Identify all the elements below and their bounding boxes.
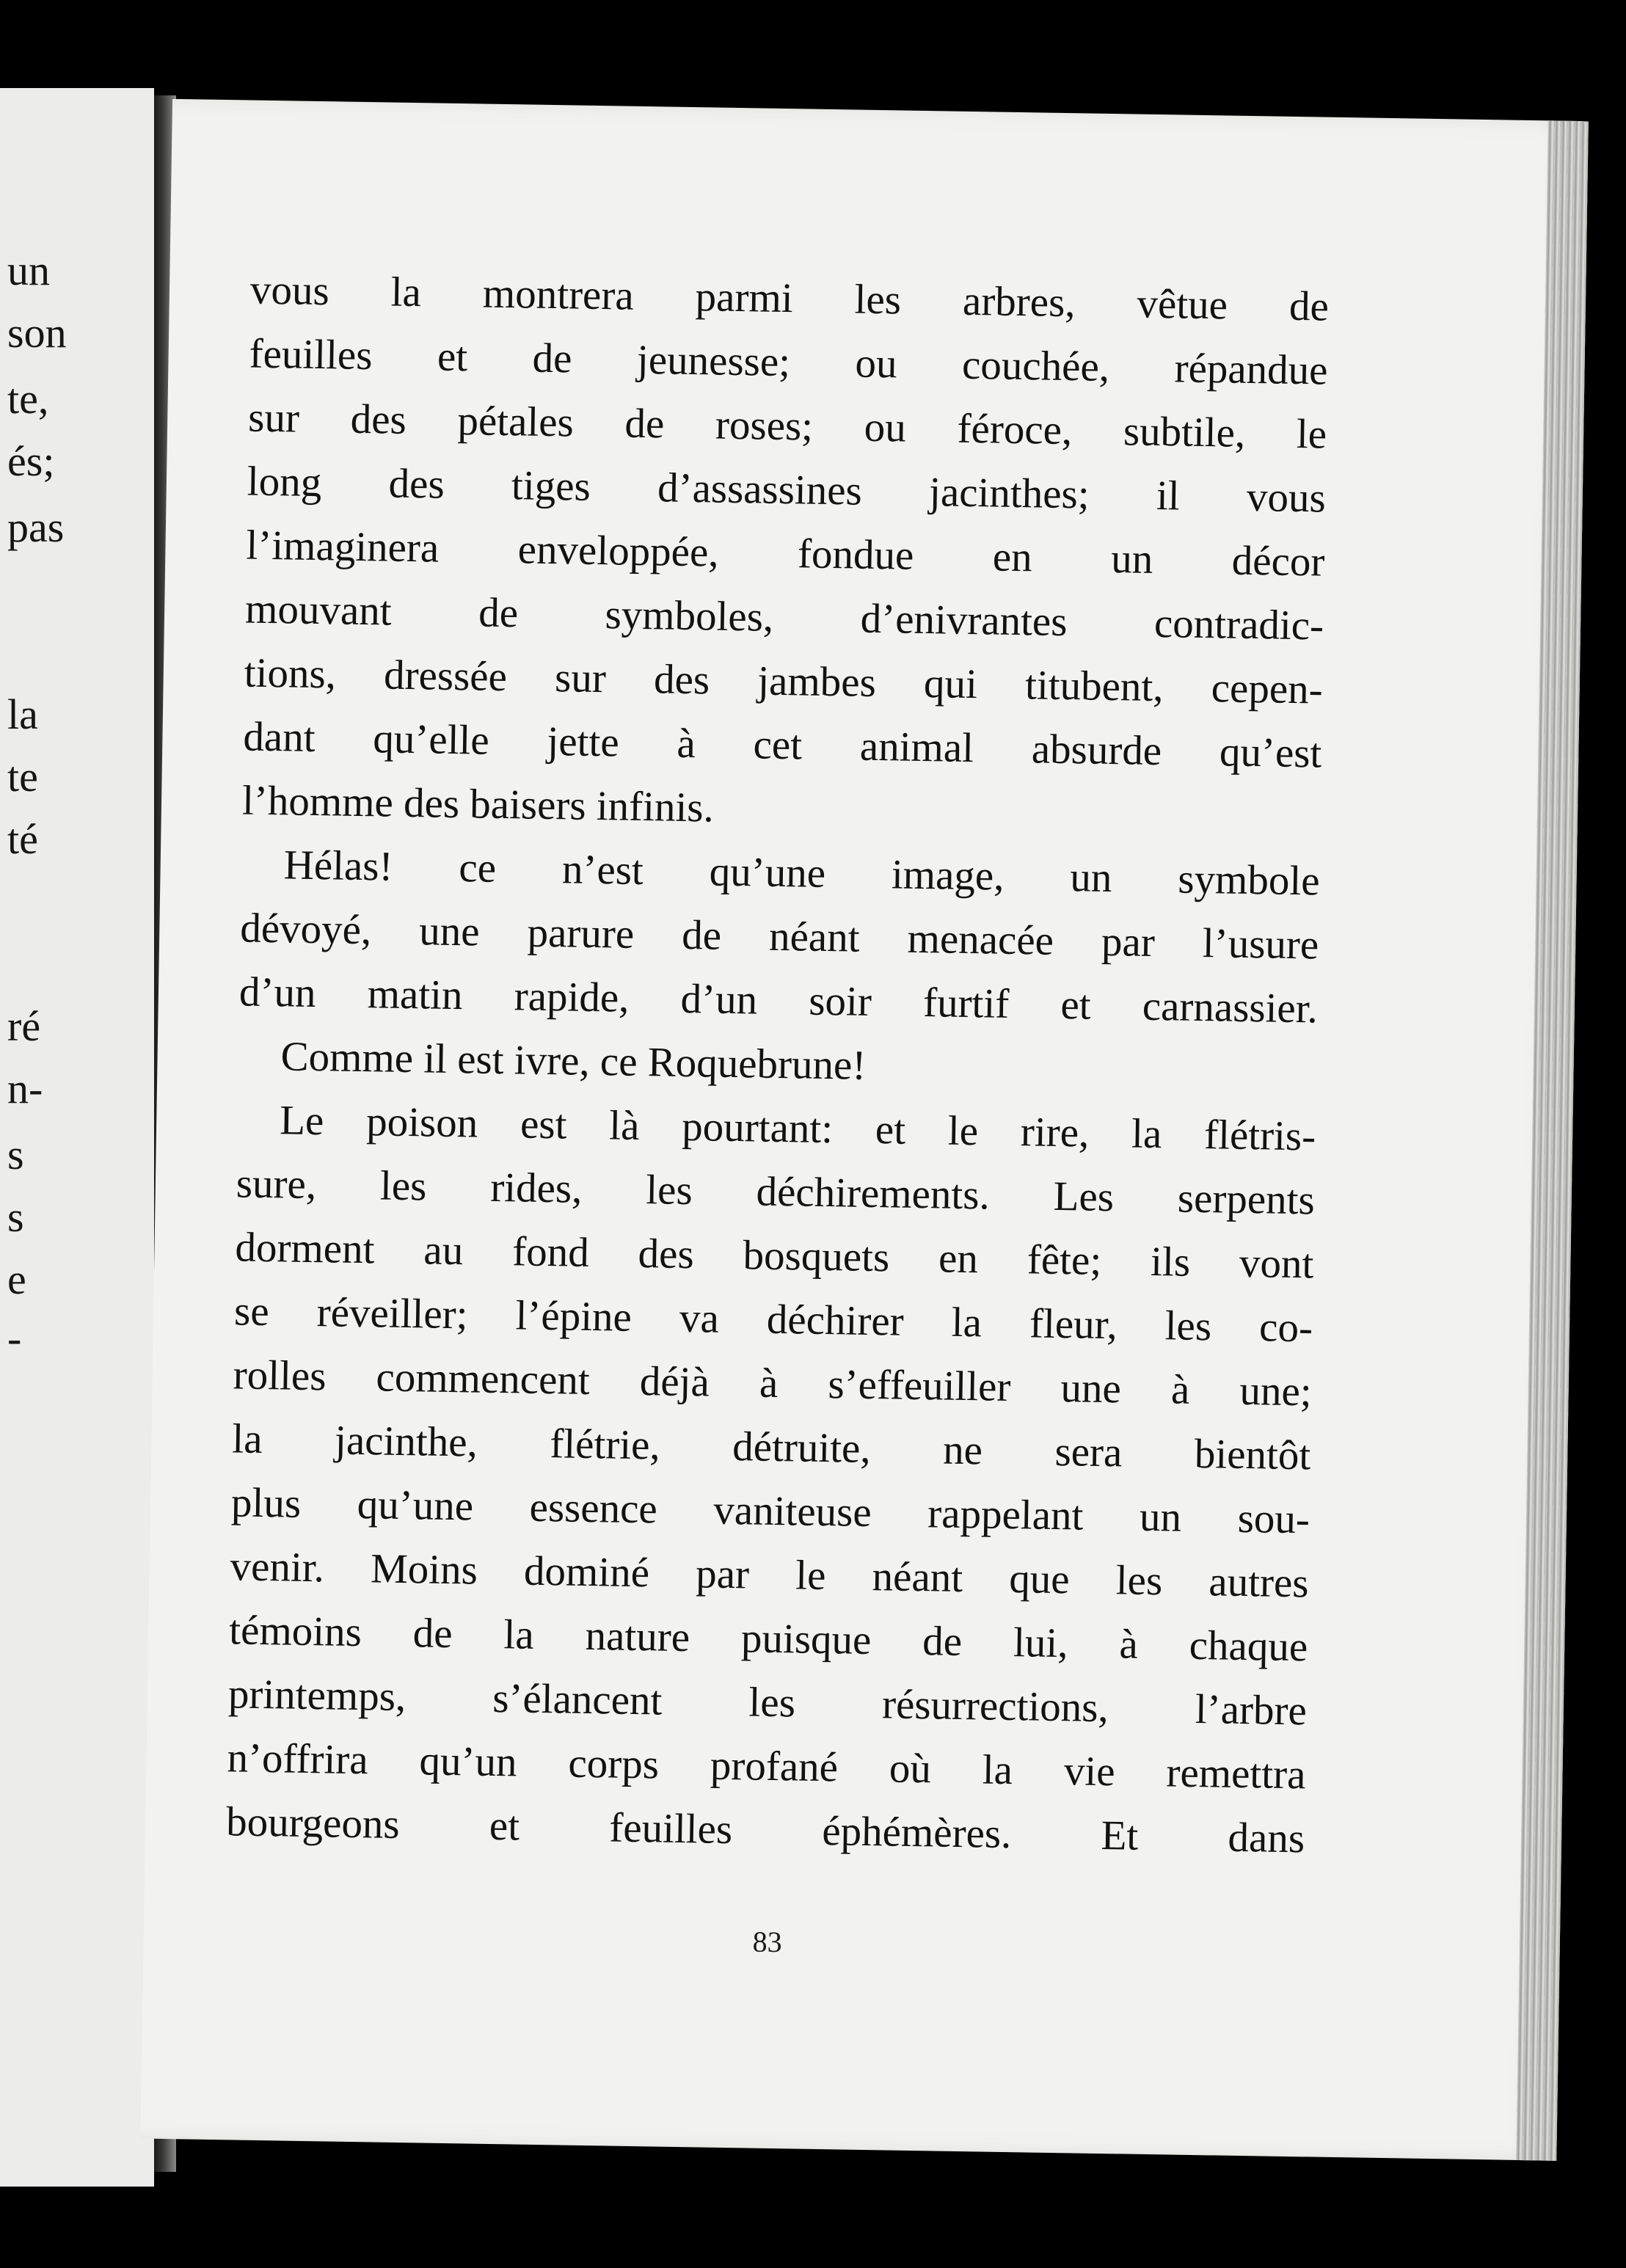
text-line: venir. Moins dominé par le néant que les autres (230, 1543, 1310, 1607)
left-line-fragment: e (7, 1255, 26, 1303)
body-text (226, 258, 1330, 1871)
text-line: dant qu’elle jette à cet animal absurde qu’est (242, 713, 1322, 777)
text-line: long des tiges d’assassines jacinthes; il vous (247, 458, 1327, 522)
text-line: bourgeons et feuilles éphémères. Et dans (225, 1798, 1305, 1862)
text-line: la jacinthe, flétrie, détruite, ne sera bientôt (231, 1415, 1311, 1479)
text-line: plus qu’une essence vaniteuse rappelant un sou- (230, 1479, 1310, 1543)
left-line-fragment: - (7, 1314, 22, 1362)
text-line: mouvant de symboles, d’enivrantes contradic- (244, 586, 1324, 649)
left-line-fragment: s (7, 1193, 24, 1241)
text-line: se réveiller; l’épine va déchirer la fleur, les co- (233, 1288, 1313, 1352)
left-line-fragment: la (7, 690, 38, 738)
text-line: sur des pétales de roses; ou féroce, subtile, le (247, 394, 1327, 458)
page-edge-shading (1516, 120, 1589, 2161)
text-line: dorment au fond des bosquets en fête; ils vont (235, 1224, 1314, 1288)
left-line-fragment: té (7, 815, 38, 863)
text-line: l’imaginera enveloppée, fondue en un décor (246, 522, 1325, 586)
text-line: d’un matin rapide, d’un soir furtif et carnassier. (238, 969, 1319, 1032)
left-line-fragment: ré (7, 1002, 41, 1050)
text-line: Comme il est ivre, ce Roquebrune! (280, 1033, 867, 1089)
text-line: sure, les rides, les déchirements. Les serpents (236, 1160, 1316, 1224)
text-line: dévoyé, une parure de néant menacée par l’usure (239, 905, 1319, 969)
text-line: l’homme des baisers infinis. (241, 777, 715, 831)
left-line-fragment: s (7, 1131, 24, 1178)
left-line-fragment: te, (7, 375, 49, 423)
text-line: Hélas! ce n’est qu’une image, un symbole (283, 842, 1321, 905)
left-line-fragment: és; (7, 437, 55, 485)
text-line: tions, dressée sur des jambes qui titubent, cepen- (244, 649, 1324, 713)
text-line: rolles commencent déjà à s’effeuiller une à une; (233, 1352, 1313, 1415)
page-right (140, 99, 1588, 2161)
facing-page-left (0, 88, 154, 2187)
text-line: feuilles et de jeunesse; ou couchée, répandue (249, 330, 1328, 394)
text-line: vous la montrera parmi les arbres, vêtue de (249, 266, 1330, 330)
page-number: 83 (752, 1925, 783, 1959)
text-line: printemps, s’élancent les résurrections, l’arbre (227, 1671, 1308, 1735)
left-line-fragment: pas (7, 503, 65, 551)
text-line: Le poison est là pourtant: et le rire, la flétris- (279, 1097, 1316, 1160)
text-line: n’offrira qu’un corps profané où la vie remettra (227, 1735, 1306, 1798)
left-line-fragment: un (7, 247, 50, 294)
left-line-fragment: te (7, 753, 38, 801)
text-line: témoins de la nature puisque de lui, à chaque (228, 1607, 1308, 1671)
left-line-fragment: son (7, 309, 67, 357)
left-line-fragment: n- (7, 1065, 43, 1112)
